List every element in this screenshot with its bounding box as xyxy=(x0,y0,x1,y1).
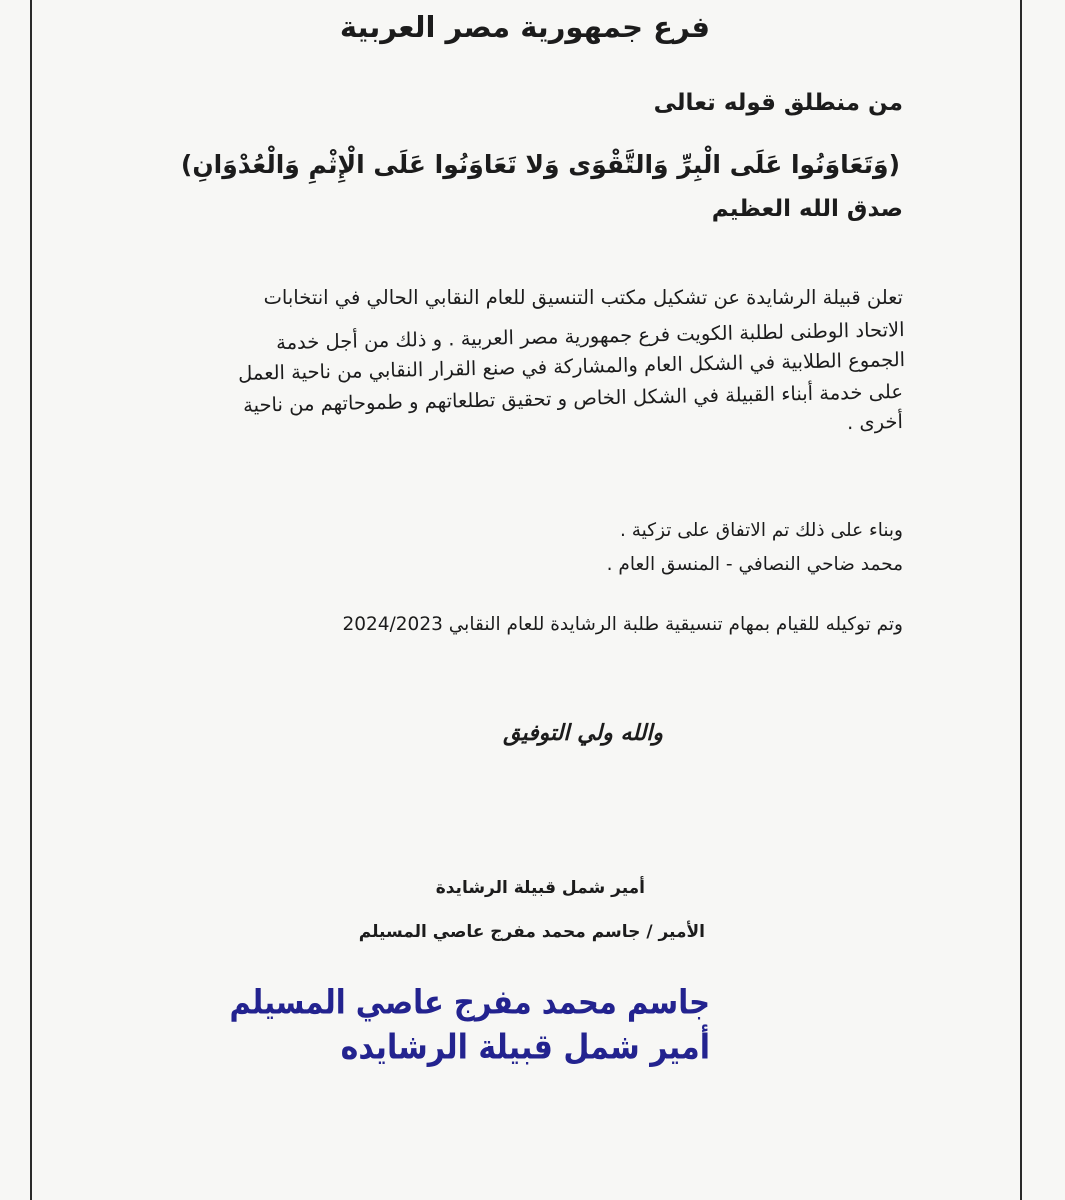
paragraph-line: الاتحاد الوطنى لطلبة الكويت فرع جمهورية مصر العربية . و ذلك من أجل خدمة xyxy=(276,318,906,355)
quote-lead: من منطلق قوله تعالى xyxy=(653,90,903,116)
signature-name: الأمير / جاسم محمد مفرج عاصي المسيلم xyxy=(358,922,705,942)
body-line-agreement: وبناء على ذلك تم الاتفاق على تزكية . xyxy=(620,520,903,541)
body-line-assignment: وتم توكيله للقيام بمهام تنسيقية طلبة الرشايدة للعام النقابي 2024/2023 xyxy=(342,614,903,635)
signature-title: أمير شمل قبيلة الرشايدة xyxy=(435,878,645,898)
quote-ending: صدق الله العظيم xyxy=(711,196,903,222)
paragraph-line: تعلن قبيلة الرشايدة عن تشكيل مكتب التنسيق للعام النقابي الحالي في انتخابات xyxy=(263,286,903,309)
closing-phrase: والله ولي التوفيق xyxy=(503,720,663,746)
stamp-line-title: أمير شمل قبيلة الرشايده xyxy=(340,1027,710,1068)
paragraph-line: الجموع الطلابية في الشكل العام والمشاركة في صنع القرار النقابي من ناحية العمل xyxy=(237,348,906,385)
paper-edge-left xyxy=(30,0,32,1200)
stamp-line-name: جاسم محمد مفرج عاصي المسيلم xyxy=(229,982,710,1022)
document-header: فرع جمهورية مصر العربية xyxy=(339,10,710,44)
body-line-nominee: محمد ضاحي النصافي - المنسق العام . xyxy=(606,554,903,575)
official-stamp xyxy=(229,980,710,1080)
paragraph-line: أخرى . xyxy=(846,410,904,435)
paper-edge-right xyxy=(1020,0,1022,1200)
quran-verse: (وَتَعَاوَنُوا عَلَى الْبِرِّ وَالتَّقْوَى وَلا تَعَاوَنُوا عَلَى الْإِثْمِ وَالْعُدْوَانِ) xyxy=(180,150,900,179)
paragraph-line: على خدمة أبناء القبيلة في الشكل الخاص و تحقيق تطلعاتهم و طموحاتهم من ناحية xyxy=(242,380,904,417)
